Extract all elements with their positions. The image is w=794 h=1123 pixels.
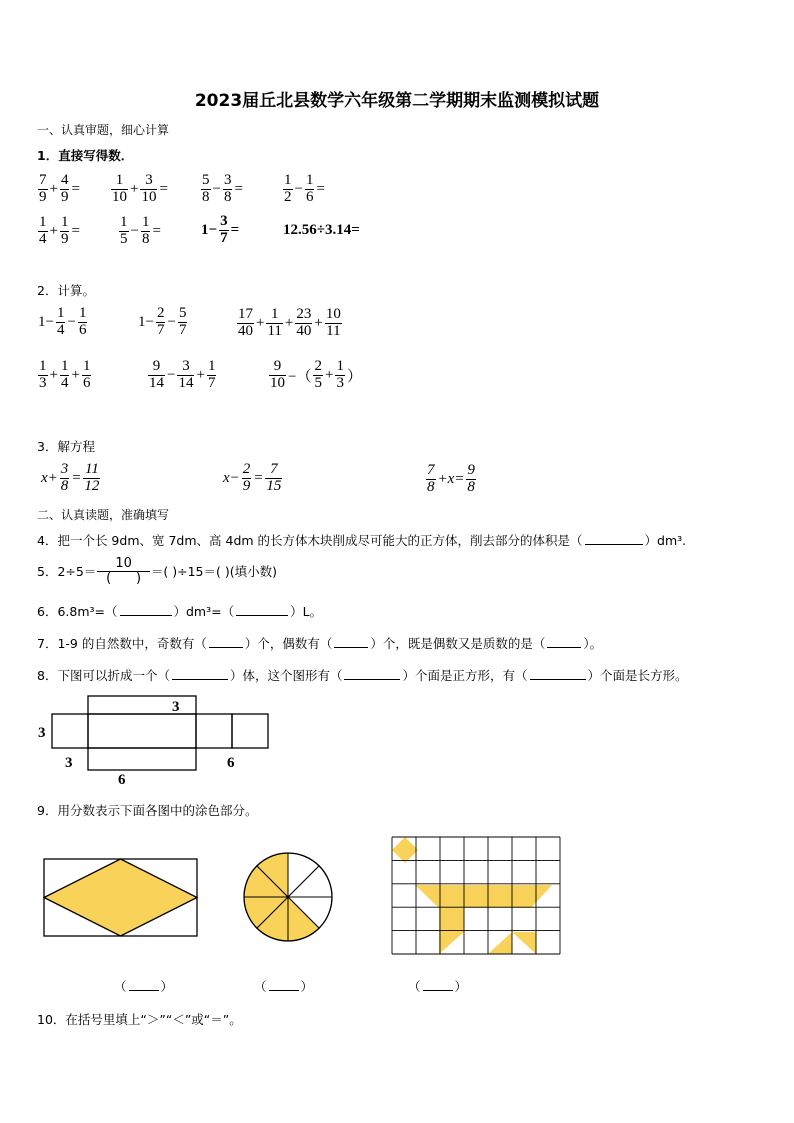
denominator: 9	[60, 188, 69, 205]
q5-question	[37, 557, 277, 585]
operator-text: =	[159, 180, 168, 197]
operator-text: =	[71, 222, 80, 239]
denominator: 8	[202, 188, 210, 205]
operator-text: −	[167, 366, 176, 383]
q7-text-b: ）个，偶数有（	[244, 636, 333, 651]
q3-eq-2	[222, 462, 283, 495]
denominator: 7	[220, 229, 228, 246]
section-1-heading: 一、认真审题，细心计算	[37, 123, 170, 137]
numerator: 1	[120, 214, 128, 230]
q7-blank-1[interactable]	[209, 647, 243, 648]
numerator: 11	[84, 461, 99, 477]
numerator: 1	[39, 214, 47, 230]
denominator: 8	[223, 188, 232, 205]
operator-text: x+	[41, 469, 58, 486]
numerator: 1	[82, 358, 91, 374]
fraction	[313, 359, 323, 392]
grid-shaded-diamond	[392, 837, 418, 863]
fraction	[119, 215, 129, 248]
operator-text: =	[71, 469, 82, 486]
denominator: 40	[238, 322, 253, 339]
fraction	[78, 306, 88, 339]
q2-expr-2	[137, 306, 188, 339]
q2-expr-6	[268, 358, 363, 392]
q4-text-a: 4．把一个长 9dm、宽 7dm、高 4dm 的长方体木块削成尽可能大的正方体，削去部分的体积是（	[37, 533, 583, 548]
numerator: 1	[60, 214, 69, 230]
operator-text: +	[256, 314, 265, 331]
net-face-back	[232, 714, 268, 748]
numerator: 1	[284, 172, 292, 188]
numerator: 3	[220, 213, 228, 229]
q5-denominator-blank[interactable]: ( )	[106, 570, 142, 586]
numerator: 1	[60, 358, 69, 374]
q1-expr-3	[200, 172, 244, 206]
denominator: 2	[284, 188, 292, 205]
q8-blank-1[interactable]	[172, 679, 228, 680]
fraction	[60, 359, 70, 392]
q9-answer-1[interactable]: （ ）	[114, 979, 174, 994]
q4-question	[37, 531, 686, 549]
fraction	[295, 307, 312, 340]
operator-text: =	[230, 221, 240, 238]
denominator: 4	[60, 374, 69, 391]
operator-text: +	[324, 366, 334, 383]
net-face-left	[52, 714, 88, 748]
denominator: 4	[56, 321, 65, 338]
numerator: 1	[39, 358, 47, 374]
net-label-bottom-right: 6	[227, 755, 235, 771]
denominator: 14	[178, 374, 194, 391]
operator-text: +	[314, 314, 323, 331]
fraction	[82, 359, 92, 392]
fraction	[60, 215, 70, 248]
net-label-top: 3	[172, 699, 180, 715]
fraction	[265, 462, 282, 495]
operator-text: 1−	[38, 313, 54, 330]
fraction	[60, 173, 70, 206]
numerator: 7	[39, 172, 47, 188]
q8-blank-3[interactable]	[530, 679, 586, 680]
numerator: 3	[177, 359, 194, 376]
divided-circle-figure	[240, 849, 336, 945]
q8-text-a: 8．下图可以折成一个（	[37, 668, 170, 683]
operator-text: =	[316, 180, 325, 197]
fraction	[335, 359, 345, 392]
q7-text-c: ）个，既是偶数又是质数的是（	[370, 636, 546, 651]
fraction	[177, 359, 194, 392]
operator-text: +x=	[437, 470, 465, 487]
grid-shaded-leg-2	[488, 932, 512, 954]
fraction	[266, 307, 282, 340]
net-face-bottom	[88, 748, 196, 770]
fraction	[201, 173, 211, 206]
numerator: 1	[141, 214, 150, 230]
denominator: 6	[82, 374, 91, 391]
q7-blank-3[interactable]	[547, 647, 581, 648]
fraction	[60, 462, 70, 495]
numerator: 23	[296, 306, 312, 322]
denominator: 5	[120, 230, 128, 247]
fraction	[38, 215, 48, 248]
denominator: 40	[296, 322, 312, 339]
denominator: 7	[207, 374, 216, 391]
denominator: 8	[60, 477, 69, 494]
fraction	[219, 214, 229, 247]
denominator: 8	[141, 230, 150, 247]
fraction	[141, 215, 151, 248]
fraction	[207, 359, 217, 392]
numerator: 1	[305, 172, 314, 188]
numerator: 2	[314, 358, 322, 374]
fraction	[269, 359, 286, 392]
q1-expr-2	[110, 172, 169, 206]
operator-text: −	[212, 180, 221, 197]
operator-text: +	[284, 314, 294, 331]
operator-text: +	[196, 366, 205, 383]
denominator: 7	[156, 321, 165, 338]
q6-text-c: ）L。	[290, 604, 323, 619]
q7-text-d: ）。	[583, 636, 603, 651]
operator-text: 12.56÷3.14=	[283, 222, 360, 238]
numerator: 9	[148, 359, 165, 376]
numerator: 1	[336, 358, 344, 374]
numerator: 1	[266, 307, 282, 324]
denominator: 7	[178, 321, 187, 338]
q6-text-a: 6．6.8m³=（	[37, 604, 118, 619]
grid-shaded-body	[415, 885, 552, 932]
numerator: 5	[178, 305, 187, 321]
q1-expr-8	[282, 222, 361, 239]
fraction	[283, 173, 293, 206]
q1-expr-7	[200, 214, 240, 247]
fraction	[156, 306, 166, 339]
net-face-top	[88, 696, 196, 714]
grid-shape-figure	[391, 836, 561, 958]
q1-expr-5	[37, 214, 81, 248]
q8-text-d: ）个面是长方形。	[587, 668, 688, 683]
fraction	[305, 173, 315, 206]
denominator: 8	[467, 478, 475, 495]
fraction	[325, 307, 342, 340]
grid-shaded-leg-1	[439, 932, 464, 954]
q8-blank-2[interactable]	[344, 679, 400, 680]
net-label-bottom-mid: 6	[118, 772, 126, 788]
denominator: 8	[427, 478, 435, 495]
q8-question	[37, 666, 688, 684]
numerator: 1	[207, 358, 216, 374]
numerator: 7	[427, 462, 435, 478]
q7-question	[37, 634, 602, 652]
section-2-heading: 二、认真读题，准确填写	[37, 508, 170, 522]
operator-text: x−	[223, 469, 240, 486]
operator-text: +	[130, 180, 139, 197]
numerator: 7	[265, 462, 282, 479]
numerator: 1	[111, 173, 128, 190]
fraction	[148, 359, 165, 392]
denominator: 6	[305, 188, 314, 205]
q3-label: 3．解方程	[37, 439, 95, 454]
numerator: 17	[238, 306, 253, 322]
q1-expr-4	[282, 172, 326, 206]
fraction	[140, 173, 157, 206]
operator-text: =	[71, 180, 80, 197]
operator-text: +	[49, 366, 58, 383]
fraction	[38, 173, 48, 206]
operator-text: +	[49, 222, 58, 239]
denominator: 10	[141, 188, 157, 205]
operator-text: −（	[288, 368, 312, 385]
q7-blank-2[interactable]	[334, 647, 368, 648]
operator-text: 1−	[138, 313, 154, 330]
operator-text: +	[49, 180, 58, 197]
denominator: 11	[267, 322, 282, 339]
operator-text: =	[234, 180, 243, 197]
fraction	[466, 463, 476, 496]
operator-text: =	[152, 222, 161, 239]
operator-text: −	[167, 313, 176, 330]
numerator: 10	[325, 306, 341, 322]
q2-expr-5	[147, 358, 217, 392]
q2-expr-3	[236, 306, 343, 340]
q4-text-b: ）dm³.	[644, 533, 687, 548]
q10-label: 10．在括号里填上“＞”“＜”或“＝”。	[37, 1012, 242, 1027]
fraction	[237, 307, 254, 340]
q5-fraction	[97, 557, 150, 585]
q3-eq-3	[425, 462, 477, 496]
q5-text-b: ＝( )÷15＝( )(填小数)	[150, 564, 277, 580]
fraction	[111, 173, 128, 206]
denominator: 12	[84, 477, 100, 494]
denominator: 9	[242, 477, 251, 494]
operator-text: −	[294, 180, 303, 197]
operator-text: =	[253, 469, 264, 486]
numerator: 1	[56, 305, 65, 321]
numerator: 2	[242, 461, 251, 477]
denominator: 6	[78, 321, 87, 338]
numerator: 1	[78, 305, 87, 321]
q2-expr-4	[37, 358, 92, 392]
numerator: 3	[223, 172, 232, 188]
denominator: 5	[314, 374, 322, 391]
numerator: 3	[60, 461, 69, 477]
net-face-right	[196, 714, 232, 748]
denominator: 9	[60, 230, 69, 247]
q4-answer-blank[interactable]	[585, 544, 643, 545]
q3-eq-1	[40, 462, 101, 495]
fraction	[242, 462, 252, 495]
net-face-front	[88, 714, 196, 748]
q7-text-a: 7．1-9 的自然数中，奇数有（	[37, 636, 207, 651]
fraction	[83, 462, 100, 495]
fraction	[178, 306, 188, 339]
q5-text-a: 5．2÷5＝	[37, 564, 97, 580]
q2-expr-1	[37, 306, 88, 339]
fraction	[56, 306, 66, 339]
numerator: 9	[467, 462, 475, 478]
net-label-left: 3	[38, 725, 46, 741]
q1-label: 1．直接写得数．	[37, 148, 134, 163]
numerator: 9	[269, 359, 286, 376]
q5-numerator: 10	[97, 557, 150, 572]
grid-shaded-leg-3	[512, 932, 536, 954]
denominator: 14	[149, 374, 164, 391]
cuboid-net-figure	[30, 690, 280, 790]
page-title: 2023届丘北县数学六年级第二学期期末监测模拟试题	[194, 91, 600, 111]
q9-answer-2[interactable]: （ ）	[254, 979, 314, 994]
rhombus-in-rectangle-figure	[43, 858, 199, 938]
q6-blank-1[interactable]	[120, 615, 172, 616]
numerator: 2	[156, 305, 165, 321]
fraction	[38, 359, 48, 392]
numerator: 5	[202, 172, 210, 188]
q2-label: 2．计算。	[37, 283, 95, 298]
operator-text: 1−	[201, 221, 218, 238]
q9-answer-3[interactable]: （ ）	[408, 979, 468, 994]
fraction	[426, 463, 436, 496]
operator-text: −	[67, 313, 76, 330]
operator-text: −	[130, 222, 139, 239]
denominator: 3	[39, 374, 47, 391]
numerator: 4	[60, 172, 69, 188]
q1-expr-6	[118, 214, 162, 248]
q8-text-b: ）体，这个图形有（	[229, 668, 343, 683]
net-label-bottom-left: 3	[65, 755, 73, 771]
q6-text-b: ）dm³=（	[173, 604, 235, 619]
operator-text: +	[71, 366, 80, 383]
numerator: 3	[140, 173, 157, 190]
denominator: 11	[326, 322, 341, 339]
q8-text-c: ）个面是正方形，有（	[402, 668, 528, 683]
fraction	[223, 173, 233, 206]
q1-expr-1	[37, 172, 81, 206]
denominator: 3	[336, 374, 344, 391]
denominator: 10	[112, 188, 127, 205]
q9-label: 9．用分数表示下面各图中的涂色部分。	[37, 803, 258, 818]
denominator: 4	[39, 230, 47, 247]
operator-text: ）	[346, 368, 362, 385]
denominator: 15	[266, 477, 282, 494]
q6-question	[37, 602, 322, 620]
denominator: 10	[270, 374, 285, 391]
q6-blank-2[interactable]	[236, 615, 288, 616]
denominator: 9	[39, 188, 47, 205]
